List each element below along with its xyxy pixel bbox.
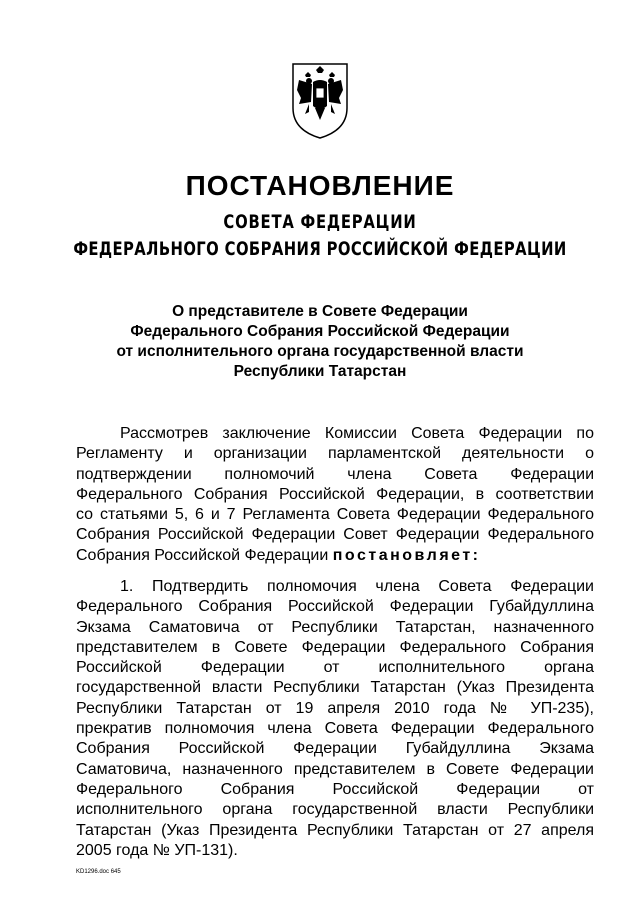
item-line: Республики Татарстан от 19 апреля 2010 года № УП-235), [76, 699, 594, 717]
document-file-code: KD1296.doc 645 [76, 869, 121, 875]
item-line: Саматовича, назначенного представителем в Совете Федерации [76, 760, 594, 778]
preamble-line: Регламенту и организации парламентской деятельности о [76, 445, 594, 463]
item-line: 2005 года № УП-131). [76, 841, 238, 859]
item-line: 1. Подтвердить полномочия члена Совета Федерации [120, 578, 594, 595]
preamble-line: Федерального Собрания Российской Федерации, в соответствии [76, 485, 594, 503]
resolution-subject [0, 302, 640, 382]
subject-line: О представителе в Совете Федерации [172, 303, 468, 320]
issuing-body-line1: СОВЕТА ФЕДЕРАЦИИ [223, 211, 417, 233]
preamble-paragraph [76, 424, 594, 566]
preamble-line: Собрания Российской Федерации Совет Федерации Федерального [76, 526, 594, 544]
preamble-line: подтверждении полномочий члена Совета Федерации [76, 465, 594, 483]
item-line: Федерального Собрания Российской Федерации от [76, 780, 594, 798]
item-line: Татарстан (Указ Президента Республики Татарстан от 27 апреля [76, 821, 594, 839]
decree-word: постановляет: [332, 546, 481, 564]
double-headed-eagle-icon [287, 60, 353, 140]
item-line: представителем в Совете Федерации Федерального Собрания [76, 638, 594, 656]
subject-line: Республики Татарстан [233, 363, 407, 380]
item-1-paragraph [76, 577, 594, 861]
issuing-body-line2: ФЕДЕРАЛЬНОГО СОБРАНИЯ РОССИЙСКОЙ ФЕДЕРАЦИИ [73, 238, 567, 260]
document-type-title: ПОСТАНОВЛЕНИЕ [185, 170, 455, 201]
preamble-line: Рассмотрев заключение Комиссии Совета Федерации по [120, 425, 594, 442]
item-line: прекратив полномочия члена Совета Федерации Федерального [76, 720, 594, 738]
preamble-line: Собрания Российской Федерации [76, 546, 329, 564]
preamble-line: со статьями 5, 6 и 7 Регламента Совета Федерации Федерального [76, 506, 594, 524]
item-line: исполнительного органа государственной власти Республики [76, 801, 594, 819]
item-line: Собрания Российской Федерации Губайдуллина Экзама [76, 740, 594, 758]
item-line: Экзама Саматовича от Республики Татарстан, назначенного [76, 618, 594, 636]
preamble-final-line [76, 546, 594, 566]
subject-line: от исполнительного органа государственной власти [116, 343, 524, 360]
subject-line: Федерального Собрания Российской Федерации [130, 323, 510, 340]
item-line: Российской Федерации от исполнительного органа [76, 659, 594, 677]
item-line: государственной власти Республики Татарстан (Указ Президента [76, 679, 594, 697]
item-line: Федерального Собрания Российской Федерации Губайдуллина [76, 598, 594, 616]
state-emblem [287, 60, 353, 140]
